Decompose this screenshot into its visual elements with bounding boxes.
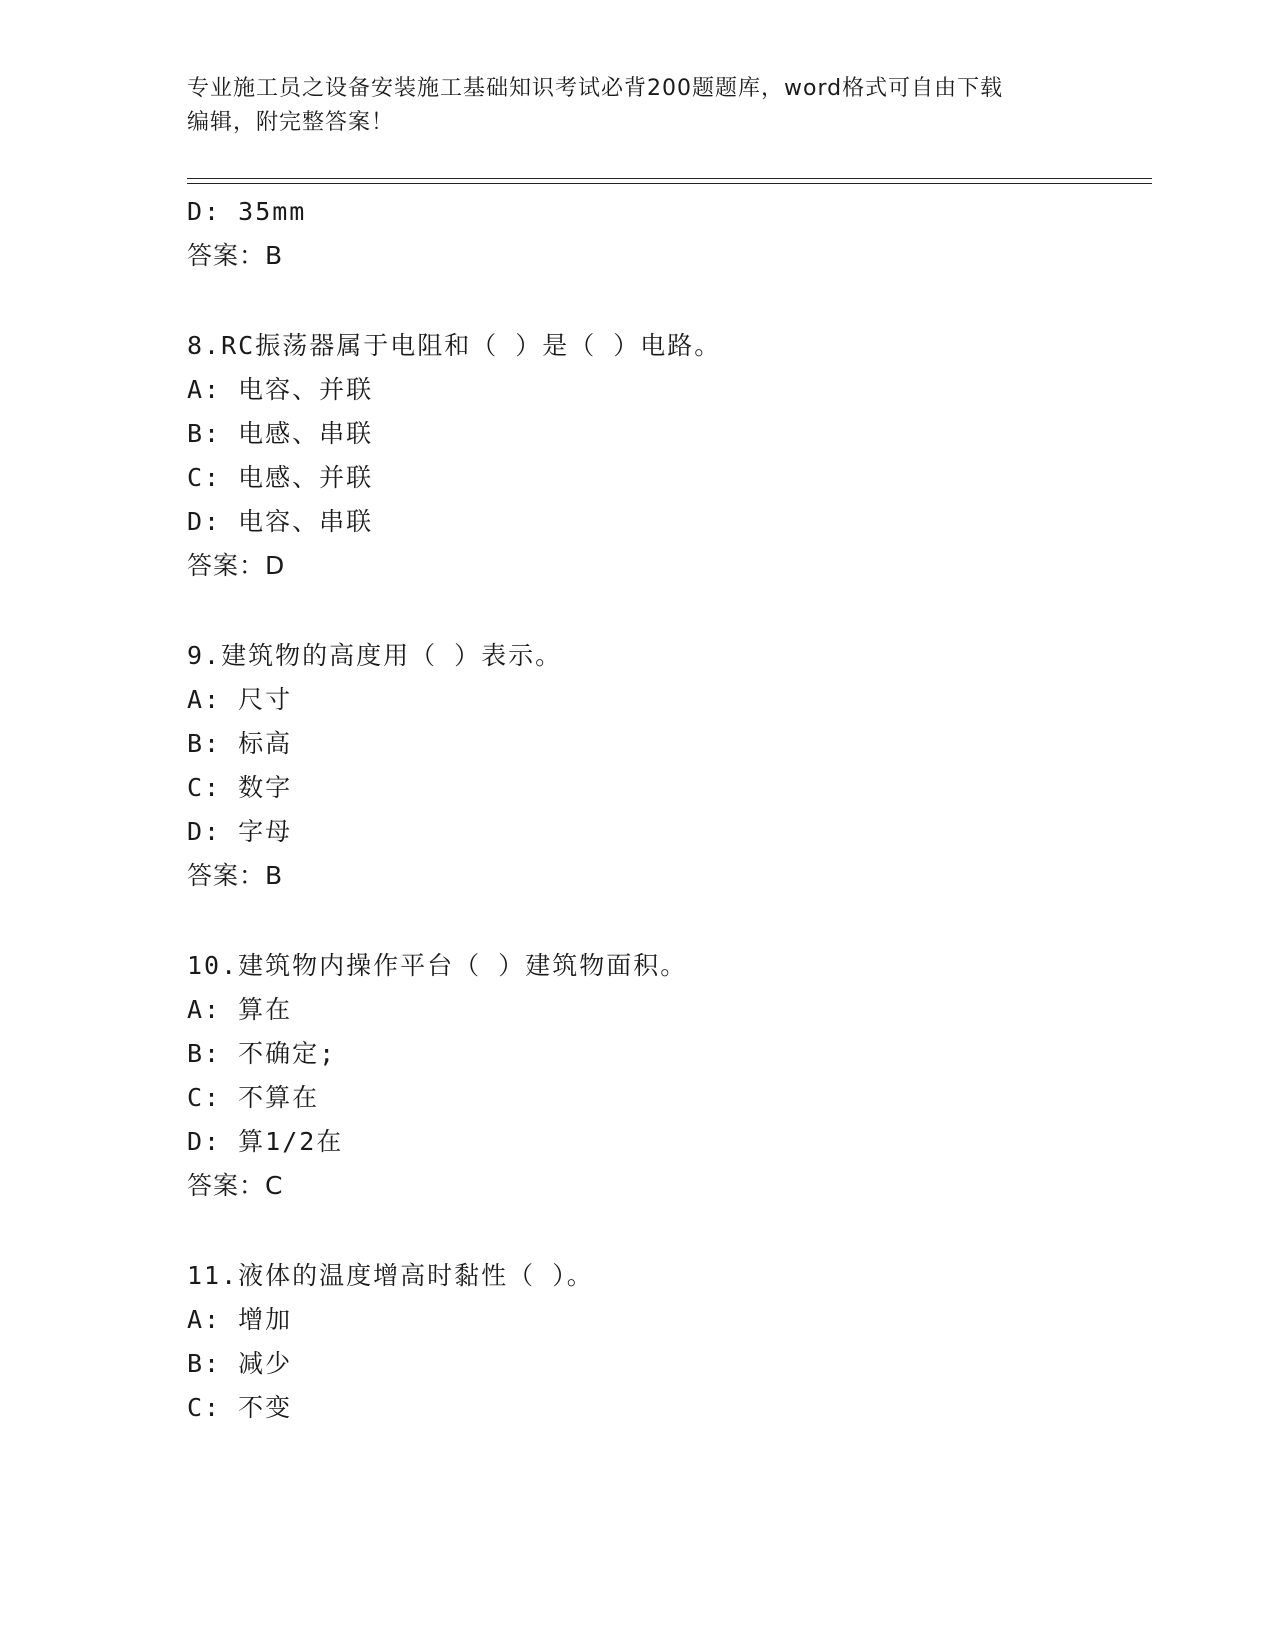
question-8-option-d: D: 电容、串联 — [187, 507, 374, 536]
document-header — [187, 72, 1067, 140]
question-11-stem: 11.液体的温度增高时黏性（ ）。 — [187, 1261, 594, 1290]
question-9-stem: 9.建筑物的高度用（ ）表示。 — [187, 641, 563, 670]
question-10-stem: 10.建筑物内操作平台（ ）建筑物面积。 — [187, 951, 688, 980]
question-10-option-c: C: 不算在 — [187, 1083, 320, 1112]
question-11-option-a: A: 增加 — [187, 1305, 293, 1334]
answer-line: 答案：B — [187, 241, 284, 270]
question-11-option-c: C: 不变 — [187, 1393, 293, 1422]
header-line-1: 专业施工员之设备安装施工基础知识考试必背200题题库，word格式可自由下载 — [187, 76, 1004, 101]
question-8-option-b: B: 电感、串联 — [187, 419, 374, 448]
header-divider-top — [187, 178, 1152, 179]
question-9-option-b: B: 标高 — [187, 729, 293, 758]
question-10-answer: 答案：C — [187, 1171, 284, 1200]
question-8-option-a: A: 电容、并联 — [187, 375, 374, 404]
header-divider-bottom — [187, 183, 1152, 184]
question-8-option-c: C: 电感、并联 — [187, 463, 374, 492]
question-11-option-b: B: 减少 — [187, 1349, 293, 1378]
option-d: D: 35mm — [187, 197, 307, 226]
question-10-option-b: B: 不确定; — [187, 1039, 337, 1068]
question-9-option-d: D: 字母 — [187, 817, 293, 846]
question-8-stem: 8.RC振荡器属于电阻和（ ）是（ ）电路。 — [187, 331, 722, 360]
question-10-option-d: D: 算1/2在 — [187, 1127, 344, 1156]
header-line-2: 编辑，附完整答案！ — [187, 110, 395, 135]
question-8-answer: 答案：D — [187, 551, 286, 580]
question-10-option-a: A: 算在 — [187, 995, 293, 1024]
question-9-answer: 答案：B — [187, 861, 284, 890]
question-9-option-c: C: 数字 — [187, 773, 293, 802]
question-9-option-a: A: 尺寸 — [187, 685, 293, 714]
